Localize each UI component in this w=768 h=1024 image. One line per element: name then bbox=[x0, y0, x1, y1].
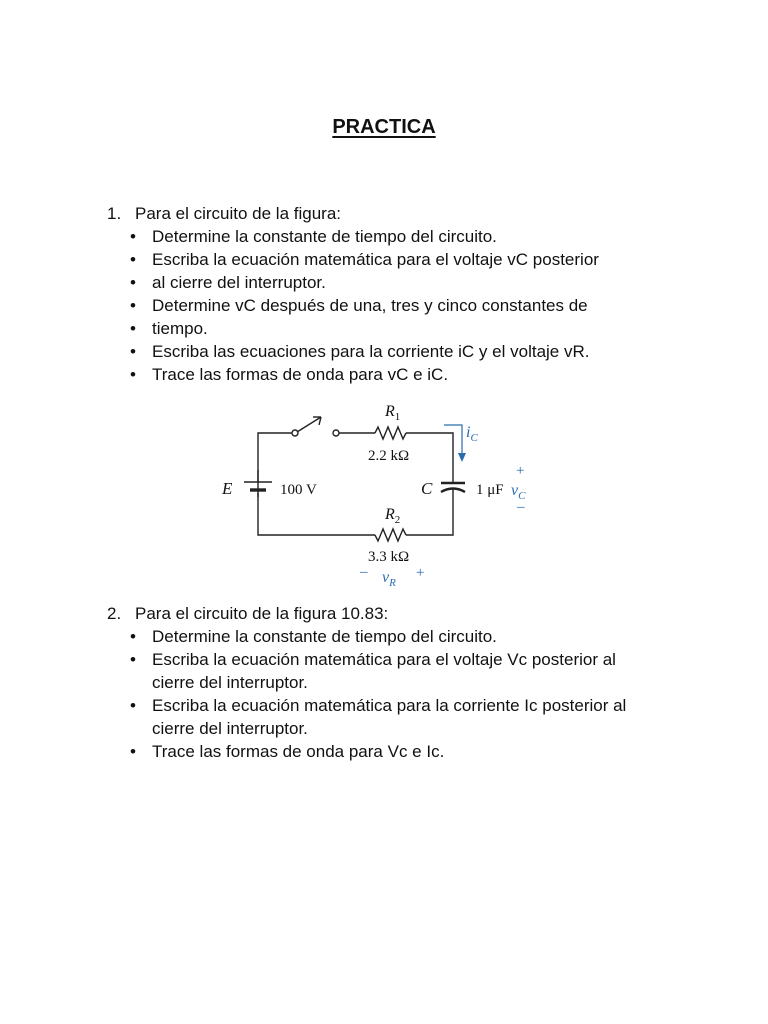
source-value: 100 V bbox=[280, 482, 317, 498]
voltage-vc-label: $v_C$ bbox=[511, 482, 526, 502]
list-item: • Escriba la ecuación matemática para la corriente Ic posterior al cierre del interruptor. bbox=[130, 694, 660, 740]
question-2-number: 2. bbox=[107, 604, 122, 623]
question-1-number: 1. bbox=[107, 204, 122, 223]
list-item: • Escriba la ecuación matemática para el voltaje vC posterior bbox=[130, 248, 660, 271]
resistor-r2 bbox=[375, 529, 406, 541]
vc-plus-sign: + bbox=[516, 463, 525, 479]
switch-contact-right bbox=[333, 430, 339, 436]
list-item: • Trace las formas de onda para vC e iC. bbox=[130, 363, 660, 386]
question-2-text: Para el circuito de la figura 10.83: bbox=[135, 604, 389, 623]
question-2 bbox=[107, 602, 388, 625]
question-1 bbox=[107, 202, 341, 225]
list-item: • al cierre del interruptor. bbox=[130, 271, 660, 294]
current-ic-label: $i_C$ bbox=[466, 424, 478, 444]
question-2-bullets bbox=[130, 625, 660, 763]
list-item: • Determine vC después de una, tres y cinco constantes de bbox=[130, 294, 660, 317]
capacitor-value: 1 μF bbox=[476, 482, 504, 498]
vr-minus-sign: – bbox=[360, 564, 368, 580]
switch-blade bbox=[297, 417, 321, 432]
source-label: E bbox=[222, 479, 233, 498]
list-item: • tiempo. bbox=[130, 317, 660, 340]
voltage-vr-label: $v_R$ bbox=[382, 569, 396, 589]
wire-top-right bbox=[406, 433, 453, 483]
question-1-bullets bbox=[130, 225, 660, 386]
circuit-diagram bbox=[210, 395, 550, 590]
question-1-text: Para el circuito de la figura: bbox=[135, 204, 341, 223]
current-arrow-ic bbox=[444, 425, 466, 462]
list-item: • Trace las formas de onda para Vc e Ic. bbox=[130, 740, 660, 763]
resistor-r1 bbox=[375, 427, 406, 439]
switch-contact-left bbox=[292, 430, 298, 436]
r1-label: $R_1$ bbox=[385, 403, 401, 423]
page-title: PRACTICA bbox=[332, 116, 436, 138]
r1-value: 2.2 kΩ bbox=[368, 448, 410, 464]
r2-label: $R_2$ bbox=[385, 506, 401, 526]
list-item: • Determine la constante de tiempo del circuito. bbox=[130, 225, 660, 248]
vc-minus-sign: – bbox=[517, 499, 525, 515]
r2-value: 3.3 kΩ bbox=[368, 549, 410, 565]
list-item: • Determine la constante de tiempo del circuito. bbox=[130, 625, 660, 648]
wire-bottom-left bbox=[258, 493, 375, 535]
list-item: • Escriba la ecuación matemática para el voltaje Vc posterior al cierre del interruptor. bbox=[130, 648, 660, 694]
list-item: • Escriba las ecuaciones para la corriente iC y el voltaje vR. bbox=[130, 340, 660, 363]
capacitor-label: C bbox=[421, 479, 433, 498]
vr-plus-sign: + bbox=[416, 565, 425, 581]
